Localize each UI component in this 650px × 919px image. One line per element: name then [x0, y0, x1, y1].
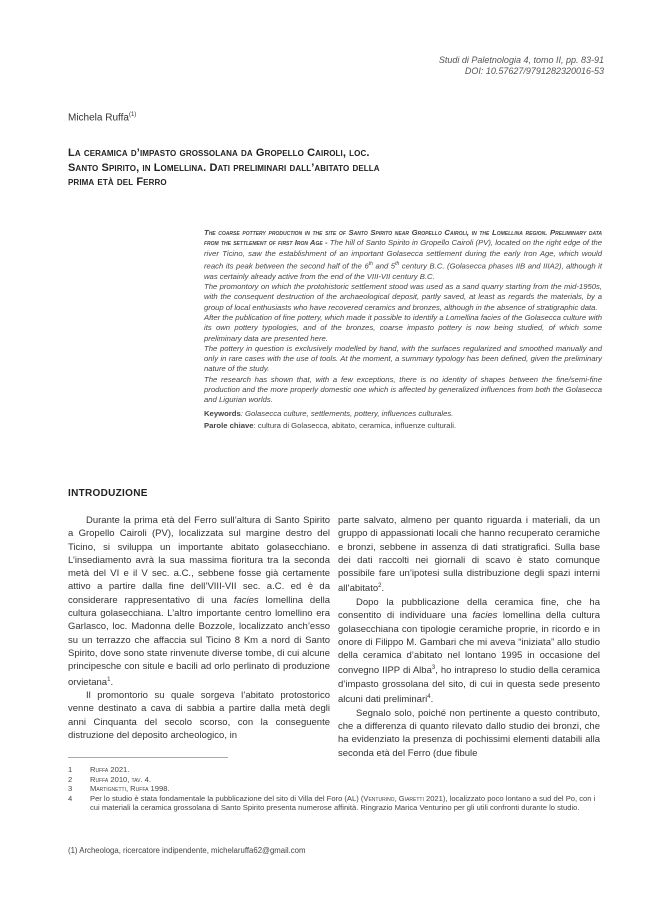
body-text: Dopo la pubblicazione della ceramica fine, che ha consentito di individuare una [338, 596, 600, 622]
parole-chiave-text: : cultura di Golasecca, abitato, ceramica, influenze culturali. [253, 420, 457, 430]
footnote-ref[interactable]: 2 [378, 583, 382, 590]
paper-title: La ceramica d’impasto grossolana da Gropello Cairoli, loc. Santo Spirito, in Lomellina. Dati preliminari dall’abitato della prima età del Ferro [68, 147, 380, 188]
abstract-lead: The coarse pottery production in the site of Santo Spirito near Gropello Cairoli, in the Lomellina region. Preliminary data from the settlement of first Iron Age - [204, 228, 602, 248]
body-text: . [381, 583, 385, 595]
abstract-p4: The pottery in question is exclusively modelled by hand, with the surfaces regularized and smoothed manually and only in rare cases with the use of tools. At the moment, a summary typology has been defined, given the preliminary nature of the study. [204, 343, 602, 374]
body-text: lomellina della cultura golasecchiana. L’altro importante centro lomellino era Garlasco, loc. Madonna delle Bozzole, localizzato anch’esso su un terrazzo che affaccia sul Ticino 8 Km a nord di Santo Spirito, dove sono state rinvenute diverse tombe, di cui alcune principesche con situle e bacili ad orlo perlinato di produzione orvietana [68, 594, 330, 688]
abstract-p1-text: The hill of Santo Spirito in Gropello Cairoli (PV), located on the right edge of the river Ticino, saw the establishment of an important Golasecca settlement during the early Iron Age, which would reach its peak between the second half of the 6 [204, 238, 603, 271]
abstract-sup: th [368, 260, 373, 267]
body-text: lomellina della cultura golasecchiana con tipologie ceramiche proprie, in ricordo e in onore di Filippo M. Gambari che mi aveva “iniziata” allo studio della ceramica d’abitato nel lontano 1995 in occasione del convegno IIPP di Alba [338, 610, 600, 677]
keywords-text: : Golasecca culture, settlements, pottery, influences culturales. [240, 408, 454, 418]
footnotes-block [68, 765, 603, 813]
footnote-text: Martignetti, Ruffa 1998. [90, 784, 170, 794]
author-line [68, 112, 136, 123]
footnote-text-part: Per lo studio è stata fondamentale la pubblicazione del sito di Villa del Foro (AL) ( [90, 793, 364, 803]
body-paragraph: Segnalo solo, poiché non pertinente a questo contributo, che a differenza di quanto rilevato dallo studio dei bronzi, che ha evidenziato la presenza di pochissimi elementi databili alla seconda età del Ferro (due fibule [338, 707, 600, 759]
footnote-item [68, 775, 603, 785]
journal-citation: Studi di Paletnologia 4, tomo II, pp. 83-91 [438, 55, 604, 65]
body-text: , ho intrapreso lo studio della ceramica d’impasto grossolana del sito, di cui in questa sede presento alcuni dati preliminari [338, 665, 600, 706]
body-text: . [430, 694, 434, 706]
keywords-label: Keywords [204, 408, 241, 418]
body-italic: facies [472, 610, 498, 622]
footnote-divider [68, 757, 228, 758]
footnote-number: 1 [68, 765, 73, 774]
body-italic: facies [233, 594, 259, 606]
footnote-text-part: 2021), localizzato poco lontano a sud del Po, con i cui materiali la ceramica grossolana di Santo Spirito presenta numerose affinità. Ringrazio Marica Venturino per gli utili confronti durante lo studio. [90, 793, 596, 813]
parole-chiave-label: Parole chiave [204, 420, 254, 430]
body-text: parte salvato, almeno per quanto riguarda i materiali, da un gruppo di appassionati locali che hanno recuperato ceramiche e bronzi, sebbene in assenza di dati stratigrafici. Sulla base dei dati raccolti nei giornali di scavo è stato comunque possibile fare un’ipotesi sulla distribuzione degli spazi interni all’abitato [338, 515, 600, 595]
footnote-number: 4 [68, 793, 73, 803]
footnote-number: 3 [68, 784, 73, 794]
footnote-item [68, 765, 603, 775]
author-affil-mark: (1) [128, 112, 137, 118]
abstract-p2: The promontory on which the protohistoric settlement stood was used as a sand quarry starting from the mid-1950s, with the consequent destruction of the archaeological deposit, partly saved, at least as regards the materials, by a group of local enthusiasts who have recovered ceramics and bronzes, although in the absence of stratigraphic data. [204, 282, 602, 312]
footnote-text [90, 794, 603, 813]
footnote-text: Ruffa 2021. [90, 765, 130, 774]
footnote-ref[interactable]: 3 [431, 665, 436, 672]
body-text: . [110, 676, 114, 688]
abstract-p1 [204, 228, 602, 282]
body-text: Durante la prima età del Ferro sull’altura di Santo Spirito a Gropello Cairoli (PV), localizzata sul margine destro del Ticino, si sviluppa un importante abitato golasecchiano. L’insediamento avrà la sua massima fioritura tra la seconda metà del VI e il V sec. a.C., sebbene fosse già certamente attivo a partire dalla fine dell’VIII-VII sec. a.C. ed è da considerare rappresentativo di una [68, 515, 330, 606]
footnote-ref[interactable]: 4 [427, 694, 431, 701]
body-paragraph [338, 596, 600, 707]
doi-text: DOI: 10.57627/9791282320016-53 [464, 66, 604, 76]
keywords-line [204, 409, 602, 419]
body-paragraph [338, 514, 600, 596]
body-paragraph [68, 514, 330, 689]
author-name: Michela Ruffa [68, 112, 129, 124]
footnote-author-sc: Venturino, Giaretti [363, 793, 424, 803]
body-column-right [338, 514, 600, 760]
footnote-item [68, 784, 603, 794]
section-heading: INTRODUZIONE [68, 488, 148, 499]
abstract-block [204, 228, 602, 431]
footnote-item [68, 794, 603, 813]
body-paragraph: Il promontorio su quale sorgeva l’abitato protostorico venne destinato a cava di sabbia a partire dalla metà degli anni Cinquanta del secolo scorso, con la conseguente distruzione del deposito archeologico, in [68, 690, 330, 741]
footnote-number: 2 [68, 774, 73, 784]
abstract-p5: The research has shown that, with a few exceptions, there is no identity of shapes between the fine/semi-fine production and the more properly domestic one which is affected by generalized influences from both the Golasecca and Ligurian worlds. [204, 374, 602, 405]
abstract-p1-text: and 5 [372, 261, 396, 271]
journal-header [439, 55, 604, 77]
abstract-sup: th [395, 260, 400, 267]
abstract-p3: After the publication of fine pottery, which made it possible to identify a Lomellina facies of the Golasecca culture with its own pottery typologies, and of the bronzes, coarse impasto pottery is now being studied, of which some preliminary data are presented here. [204, 312, 602, 343]
parole-chiave-line [204, 421, 602, 431]
footnote-text: Ruffa 2010, tav. 4. [90, 774, 152, 784]
abstract-p1-text: century B.C. (Golasecca phases IIB and IIIA2), although it was certainly already active from the end of the VIII-VII century B.C. [204, 261, 603, 281]
footnote-ref[interactable]: 1 [107, 676, 111, 683]
body-column-left [68, 514, 330, 742]
author-affiliation: (1) Archeologa, ricercatore indipendente, michelaruffa62@gmail.com [68, 846, 306, 855]
